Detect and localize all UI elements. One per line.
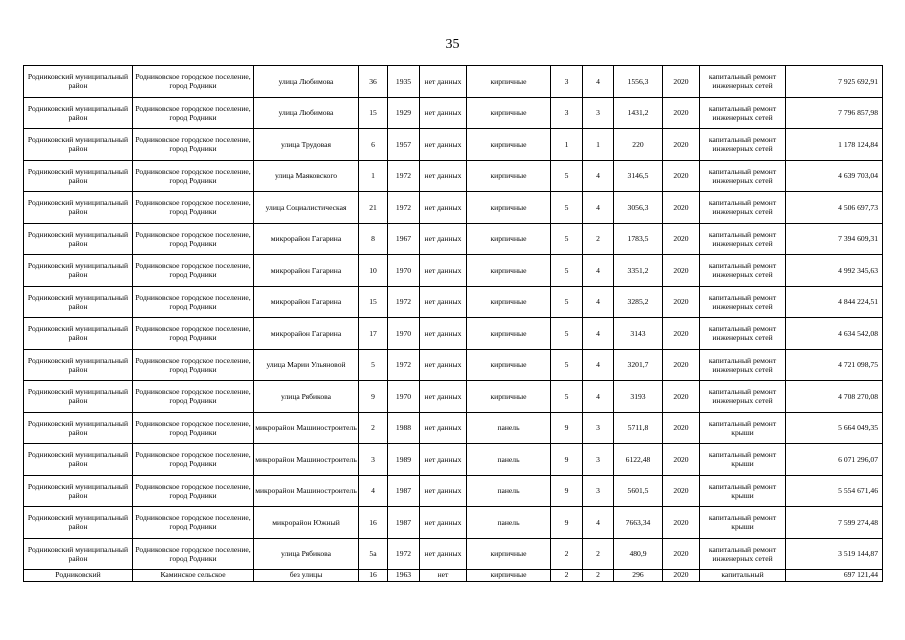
cell-year-built: 1989 [388, 444, 420, 476]
table-row [24, 192, 883, 224]
cell-entrances: 4 [583, 349, 614, 381]
cell-entrances: 4 [583, 160, 614, 192]
cell-wall-data: нет данных [420, 66, 467, 98]
cell-cost: 4 639 703,04 [786, 160, 883, 192]
cell-floors: 1 [551, 129, 583, 161]
cell-district: Родниковский муниципальный район [24, 255, 133, 287]
cell-floors: 5 [551, 192, 583, 224]
cell-district: Родниковский муниципальный район [24, 286, 133, 318]
cell-street: микрорайон Гагарина [254, 318, 359, 350]
page-number: 35 [445, 37, 460, 52]
cell-entrances: 2 [583, 223, 614, 255]
cell-repair-type: капитальный ремонт инженерных сетей [700, 97, 786, 129]
cell-settlement: Родниковское городское поселение, город Родники [133, 66, 254, 98]
cell-year-built: 1988 [388, 412, 420, 444]
cell-repair-year: 2020 [663, 570, 700, 582]
cell-house-number: 15 [359, 286, 388, 318]
cell-repair-type: капитальный ремонт инженерных сетей [700, 286, 786, 318]
cell-street: без улицы [254, 570, 359, 582]
cell-street: улица Трудовая [254, 129, 359, 161]
cell-district: Родниковский муниципальный район [24, 412, 133, 444]
cell-cost: 4 721 098,75 [786, 349, 883, 381]
cell-settlement: Родниковское городское поселение, город Родники [133, 255, 254, 287]
cell-wall-data: нет данных [420, 97, 467, 129]
table-row [24, 286, 883, 318]
cell-floors: 2 [551, 570, 583, 582]
cell-wall-material: кирпичные [467, 192, 551, 224]
cell-wall-data: нет данных [420, 223, 467, 255]
cell-district: Родниковский муниципальный район [24, 444, 133, 476]
cell-year-built: 1963 [388, 570, 420, 582]
cell-repair-year: 2020 [663, 286, 700, 318]
table-row [24, 381, 883, 413]
table-row [24, 255, 883, 287]
table-row [24, 223, 883, 255]
cell-wall-data: нет [420, 570, 467, 582]
cell-repair-year: 2020 [663, 538, 700, 570]
cell-district: Родниковский муниципальный район [24, 129, 133, 161]
cell-entrances: 4 [583, 507, 614, 539]
cell-repair-year: 2020 [663, 160, 700, 192]
cell-house-number: 5 [359, 349, 388, 381]
cell-settlement: Родниковское городское поселение, город Родники [133, 129, 254, 161]
cell-floors: 5 [551, 381, 583, 413]
cell-district: Родниковский муниципальный район [24, 475, 133, 507]
cell-street: микрорайон Южный [254, 507, 359, 539]
cell-area: 1431,2 [614, 97, 663, 129]
cell-repair-year: 2020 [663, 412, 700, 444]
cell-wall-data: нет данных [420, 255, 467, 287]
cell-street: микрорайон Машиностроитель [254, 444, 359, 476]
cell-settlement: Родниковское городское поселение, город Родники [133, 444, 254, 476]
cell-wall-material: кирпичные [467, 318, 551, 350]
cell-year-built: 1987 [388, 475, 420, 507]
cell-settlement: Родниковское городское поселение, город Родники [133, 475, 254, 507]
cell-cost: 5 664 049,35 [786, 412, 883, 444]
table-row [24, 349, 883, 381]
cell-cost: 7 796 857,98 [786, 97, 883, 129]
cell-wall-material: панель [467, 444, 551, 476]
cell-wall-material: кирпичные [467, 349, 551, 381]
cell-wall-material: кирпичные [467, 97, 551, 129]
cell-wall-data: нет данных [420, 381, 467, 413]
cell-area: 5601,5 [614, 475, 663, 507]
cell-house-number: 17 [359, 318, 388, 350]
cell-entrances: 4 [583, 66, 614, 98]
cell-wall-material: кирпичные [467, 66, 551, 98]
cell-wall-material: кирпичные [467, 160, 551, 192]
cell-cost: 4 844 224,51 [786, 286, 883, 318]
cell-repair-type: капитальный [700, 570, 786, 582]
cell-floors: 5 [551, 286, 583, 318]
housing-table [23, 65, 883, 582]
cell-area: 6122,48 [614, 444, 663, 476]
cell-house-number: 21 [359, 192, 388, 224]
table-row [24, 570, 883, 582]
cell-cost: 697 121,44 [786, 570, 883, 582]
cell-entrances: 3 [583, 97, 614, 129]
cell-settlement: Родниковское городское поселение, город Родники [133, 160, 254, 192]
cell-entrances: 4 [583, 286, 614, 318]
cell-floors: 5 [551, 160, 583, 192]
cell-repair-type: капитальный ремонт крыши [700, 412, 786, 444]
cell-floors: 5 [551, 255, 583, 287]
cell-wall-material: кирпичные [467, 381, 551, 413]
cell-repair-year: 2020 [663, 129, 700, 161]
cell-repair-year: 2020 [663, 97, 700, 129]
cell-district: Родниковский муниципальный район [24, 381, 133, 413]
cell-area: 3056,3 [614, 192, 663, 224]
cell-area: 3201,7 [614, 349, 663, 381]
cell-settlement: Родниковское городское поселение, город Родники [133, 349, 254, 381]
cell-wall-data: нет данных [420, 286, 467, 318]
cell-street: улица Социалистическая [254, 192, 359, 224]
cell-entrances: 3 [583, 475, 614, 507]
cell-cost: 1 178 124,84 [786, 129, 883, 161]
cell-wall-data: нет данных [420, 475, 467, 507]
cell-repair-type: капитальный ремонт инженерных сетей [700, 381, 786, 413]
cell-wall-material: панель [467, 507, 551, 539]
cell-wall-data: нет данных [420, 507, 467, 539]
cell-repair-type: капитальный ремонт инженерных сетей [700, 538, 786, 570]
cell-wall-material: кирпичные [467, 570, 551, 582]
cell-floors: 5 [551, 349, 583, 381]
table-row [24, 444, 883, 476]
cell-area: 3285,2 [614, 286, 663, 318]
cell-house-number: 16 [359, 570, 388, 582]
cell-year-built: 1972 [388, 538, 420, 570]
cell-district: Родниковский муниципальный район [24, 223, 133, 255]
cell-settlement: Родниковское городское поселение, город Родники [133, 318, 254, 350]
cell-wall-material: кирпичные [467, 538, 551, 570]
cell-district: Родниковский муниципальный район [24, 160, 133, 192]
cell-repair-type: капитальный ремонт инженерных сетей [700, 349, 786, 381]
cell-cost: 4 992 345,63 [786, 255, 883, 287]
cell-house-number: 16 [359, 507, 388, 539]
cell-wall-material: кирпичные [467, 129, 551, 161]
cell-repair-year: 2020 [663, 255, 700, 287]
cell-district: Родниковский муниципальный район [24, 97, 133, 129]
cell-floors: 9 [551, 444, 583, 476]
cell-house-number: 36 [359, 66, 388, 98]
cell-year-built: 1929 [388, 97, 420, 129]
cell-area: 7663,34 [614, 507, 663, 539]
cell-wall-data: нет данных [420, 160, 467, 192]
cell-district: Родниковский муниципальный район [24, 192, 133, 224]
cell-wall-data: нет данных [420, 538, 467, 570]
cell-entrances: 4 [583, 381, 614, 413]
cell-repair-year: 2020 [663, 223, 700, 255]
cell-floors: 5 [551, 318, 583, 350]
cell-street: улица Любимова [254, 66, 359, 98]
cell-area: 1556,3 [614, 66, 663, 98]
cell-year-built: 1970 [388, 318, 420, 350]
cell-settlement: Родниковское городское поселение, город Родники [133, 286, 254, 318]
cell-entrances: 3 [583, 412, 614, 444]
cell-entrances: 2 [583, 538, 614, 570]
cell-house-number: 2 [359, 412, 388, 444]
cell-house-number: 15 [359, 97, 388, 129]
cell-wall-data: нет данных [420, 192, 467, 224]
table-row [24, 318, 883, 350]
cell-area: 220 [614, 129, 663, 161]
cell-year-built: 1972 [388, 192, 420, 224]
cell-area: 480,9 [614, 538, 663, 570]
cell-house-number: 8 [359, 223, 388, 255]
cell-year-built: 1970 [388, 255, 420, 287]
cell-cost: 4 634 542,08 [786, 318, 883, 350]
cell-street: микрорайон Гагарина [254, 255, 359, 287]
cell-district: Родниковский муниципальный район [24, 66, 133, 98]
cell-floors: 2 [551, 538, 583, 570]
cell-cost: 5 554 671,46 [786, 475, 883, 507]
cell-floors: 5 [551, 223, 583, 255]
cell-entrances: 4 [583, 255, 614, 287]
cell-year-built: 1987 [388, 507, 420, 539]
cell-cost: 7 599 274,48 [786, 507, 883, 539]
cell-district: Родниковский муниципальный район [24, 507, 133, 539]
cell-settlement: Родниковское городское поселение, город Родники [133, 192, 254, 224]
table-body [24, 66, 883, 582]
cell-street: улица Любимова [254, 97, 359, 129]
cell-repair-type: капитальный ремонт крыши [700, 475, 786, 507]
cell-repair-year: 2020 [663, 507, 700, 539]
cell-repair-type: капитальный ремонт инженерных сетей [700, 66, 786, 98]
cell-area: 296 [614, 570, 663, 582]
cell-cost: 7 925 692,91 [786, 66, 883, 98]
cell-year-built: 1972 [388, 349, 420, 381]
cell-cost: 6 071 296,07 [786, 444, 883, 476]
cell-entrances: 3 [583, 444, 614, 476]
cell-house-number: 3 [359, 444, 388, 476]
cell-floors: 3 [551, 97, 583, 129]
cell-wall-material: панель [467, 412, 551, 444]
table-row [24, 412, 883, 444]
cell-repair-type: капитальный ремонт крыши [700, 507, 786, 539]
cell-wall-data: нет данных [420, 318, 467, 350]
cell-street: улица Марии Ульяновой [254, 349, 359, 381]
cell-house-number: 6 [359, 129, 388, 161]
cell-settlement: Родниковское городское поселение, город Родники [133, 538, 254, 570]
cell-area: 5711,8 [614, 412, 663, 444]
cell-repair-type: капитальный ремонт крыши [700, 444, 786, 476]
cell-year-built: 1972 [388, 286, 420, 318]
cell-repair-year: 2020 [663, 381, 700, 413]
cell-house-number: 9 [359, 381, 388, 413]
cell-cost: 4 506 697,73 [786, 192, 883, 224]
cell-settlement: Родниковское городское поселение, город Родники [133, 381, 254, 413]
cell-repair-year: 2020 [663, 66, 700, 98]
cell-area: 3351,2 [614, 255, 663, 287]
cell-wall-data: нет данных [420, 444, 467, 476]
cell-street: улица Рябикова [254, 538, 359, 570]
cell-area: 3143 [614, 318, 663, 350]
cell-street: улица Маяковского [254, 160, 359, 192]
cell-street: микрорайон Гагарина [254, 286, 359, 318]
cell-year-built: 1970 [388, 381, 420, 413]
cell-settlement: Родниковское городское поселение, город Родники [133, 97, 254, 129]
cell-repair-type: капитальный ремонт инженерных сетей [700, 192, 786, 224]
cell-settlement: Родниковское городское поселение, город Родники [133, 223, 254, 255]
cell-entrances: 4 [583, 192, 614, 224]
cell-house-number: 10 [359, 255, 388, 287]
cell-year-built: 1967 [388, 223, 420, 255]
cell-year-built: 1957 [388, 129, 420, 161]
cell-settlement: Родниковское городское поселение, город Родники [133, 507, 254, 539]
cell-district: Родниковский [24, 570, 133, 582]
cell-repair-year: 2020 [663, 444, 700, 476]
cell-wall-material: панель [467, 475, 551, 507]
cell-cost: 3 519 144,87 [786, 538, 883, 570]
cell-floors: 9 [551, 412, 583, 444]
cell-entrances: 4 [583, 318, 614, 350]
cell-wall-data: нет данных [420, 412, 467, 444]
cell-settlement: Каминское сельское [133, 570, 254, 582]
table-row [24, 538, 883, 570]
cell-repair-year: 2020 [663, 192, 700, 224]
cell-repair-type: капитальный ремонт инженерных сетей [700, 129, 786, 161]
cell-district: Родниковский муниципальный район [24, 318, 133, 350]
cell-district: Родниковский муниципальный район [24, 349, 133, 381]
cell-floors: 9 [551, 475, 583, 507]
cell-entrances: 2 [583, 570, 614, 582]
cell-street: улица Рябикова [254, 381, 359, 413]
cell-house-number: 5а [359, 538, 388, 570]
table-row [24, 160, 883, 192]
cell-entrances: 1 [583, 129, 614, 161]
cell-repair-year: 2020 [663, 475, 700, 507]
cell-area: 3146,5 [614, 160, 663, 192]
cell-house-number: 1 [359, 160, 388, 192]
cell-wall-data: нет данных [420, 349, 467, 381]
cell-street: микрорайон Гагарина [254, 223, 359, 255]
table-row [24, 66, 883, 98]
cell-street: микрорайон Машиностроитель [254, 475, 359, 507]
cell-area: 1783,5 [614, 223, 663, 255]
table-row [24, 129, 883, 161]
cell-wall-data: нет данных [420, 129, 467, 161]
cell-floors: 3 [551, 66, 583, 98]
cell-floors: 9 [551, 507, 583, 539]
cell-settlement: Родниковское городское поселение, город Родники [133, 412, 254, 444]
cell-wall-material: кирпичные [467, 255, 551, 287]
cell-area: 3193 [614, 381, 663, 413]
cell-repair-year: 2020 [663, 349, 700, 381]
cell-house-number: 4 [359, 475, 388, 507]
cell-year-built: 1972 [388, 160, 420, 192]
cell-wall-material: кирпичные [467, 286, 551, 318]
cell-cost: 4 708 270,08 [786, 381, 883, 413]
cell-repair-year: 2020 [663, 318, 700, 350]
table-row [24, 97, 883, 129]
cell-year-built: 1935 [388, 66, 420, 98]
cell-repair-type: капитальный ремонт инженерных сетей [700, 255, 786, 287]
table-row [24, 475, 883, 507]
cell-repair-type: капитальный ремонт инженерных сетей [700, 318, 786, 350]
table-row [24, 507, 883, 539]
cell-cost: 7 394 609,31 [786, 223, 883, 255]
cell-district: Родниковский муниципальный район [24, 538, 133, 570]
cell-repair-type: капитальный ремонт инженерных сетей [700, 223, 786, 255]
cell-street: микрорайон Машиностроитель [254, 412, 359, 444]
cell-repair-type: капитальный ремонт инженерных сетей [700, 160, 786, 192]
cell-wall-material: кирпичные [467, 223, 551, 255]
